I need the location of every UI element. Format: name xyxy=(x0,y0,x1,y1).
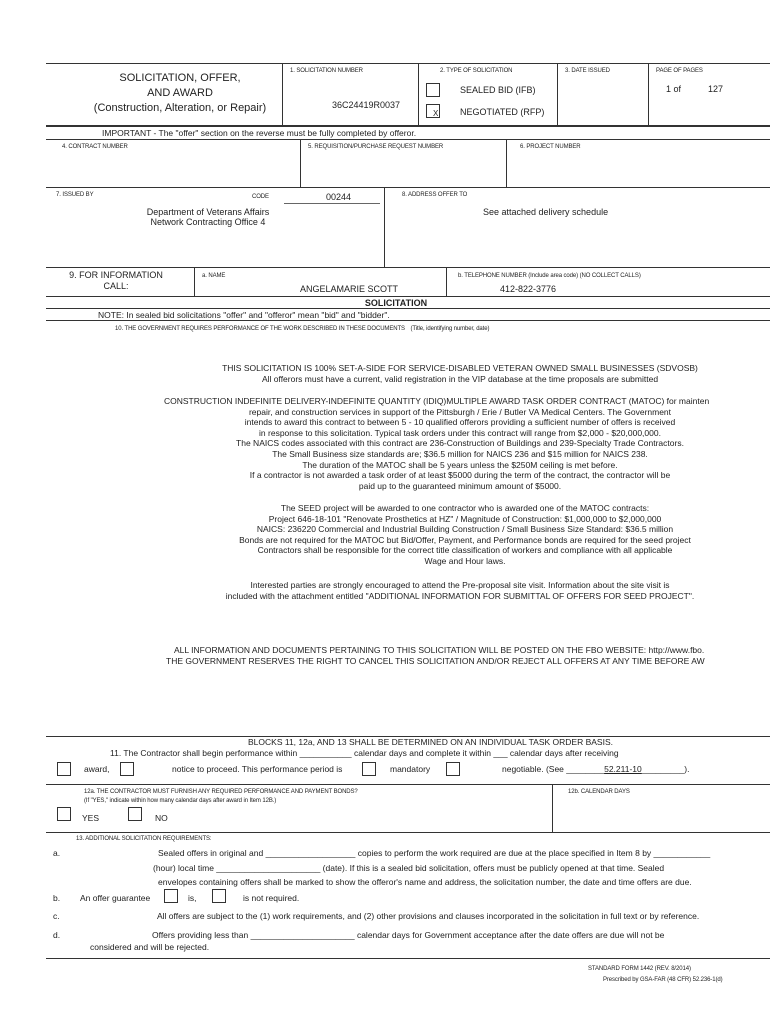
code-underline xyxy=(284,203,380,204)
body-line: THE GOVERNMENT RESERVES THE RIGHT TO CANCEL THIS SOLICITATION AND/OR REJECT ALL OFFERS AT ANY TIME BEFORE AW xyxy=(166,655,705,666)
divider xyxy=(648,63,649,125)
matoc-paragraph xyxy=(160,396,760,491)
site-visit-paragraph xyxy=(180,580,770,601)
form-title-2: AND AWARD xyxy=(147,87,213,99)
divider xyxy=(446,267,447,296)
body-line: intends to award this contract to between 5 - 10 qualified offerors providing a sufficient number of offers is received xyxy=(244,417,676,428)
see-clause-tail: _________). xyxy=(641,764,690,774)
name-label: a. NAME xyxy=(202,273,226,279)
item13d-line1: Offers providing less than ______________________ calendar days for Government acceptance after the date offers are due will not be xyxy=(152,930,665,940)
body-line: The SEED project will be awarded to one contractor who is awarded one of the MATOC contracts: xyxy=(280,503,650,513)
is-not-required-label: is not required. xyxy=(243,893,300,903)
negotiable-label xyxy=(502,764,690,774)
body-line: NAICS: 236220 Commercial and Industrial Building Construction / Small Business Size Standard: $36.5 million xyxy=(256,524,674,535)
item13a-line2: (hour) local time ______________________ (date). If this is a sealed bid solicitation, offers must be publicly opened at that time. Sealed xyxy=(153,863,665,873)
divider xyxy=(552,784,553,832)
rule xyxy=(46,296,770,297)
body-line: THIS SOLICITATION IS 100% SET-A-SIDE FOR SERVICE-DISABLED VETERAN OWNED SMALL BUSINESSES (SDVOSB) xyxy=(222,363,698,373)
body-line: repair, and construction services in support of the Pittsburgh / Erie / Butler VA Medical Centers. The Government xyxy=(248,406,672,417)
divider xyxy=(300,139,301,187)
notice-checkbox[interactable] xyxy=(120,762,134,776)
page-of-pages-label: PAGE OF PAGES xyxy=(656,68,703,74)
fbo-paragraph xyxy=(166,645,770,666)
issued-by-label: 7. ISSUED BY xyxy=(56,192,94,198)
type-of-solicitation-label: 2. TYPE OF SOLICITATION xyxy=(440,68,513,74)
issuer-name: Department of Veterans Affairs xyxy=(146,207,270,217)
offer-guarantee-label: An offer guarantee xyxy=(80,893,151,903)
negotiated-label: NEGOTIATED (RFP) xyxy=(460,107,545,117)
no-label: NO xyxy=(155,813,168,823)
contact-phone: 412-822-3776 xyxy=(500,284,557,294)
item13c-letter: c. xyxy=(53,911,60,921)
mandatory-label: mandatory xyxy=(390,764,431,774)
solicitation-heading: SOLICITATION xyxy=(364,298,428,308)
item10-label xyxy=(115,326,489,332)
body-line: The Small Business size standards are; $36.5 million for NAICS 236 and $15 million for NAICS 238. xyxy=(272,448,648,459)
contact-name: ANGELAMARIE SCOTT xyxy=(300,284,399,294)
form-number: STANDARD FORM 1442 (REV. 8/2014) xyxy=(588,966,691,972)
negotiable-checkbox[interactable] xyxy=(446,762,460,776)
body-line: Bonds are not required for the MATOC but Bid/Offer, Payment, and Performance bonds are required for the seed project xyxy=(239,534,691,545)
body-line: Wage and Hour laws. xyxy=(424,555,506,566)
item11-line: 11. The Contractor shall begin performance within ___________ calendar days and complete it within ___ calendar days after receiving xyxy=(110,748,619,758)
divider xyxy=(557,63,558,125)
info-label-2: CALL: xyxy=(103,281,129,291)
address-offer: See attached delivery schedule xyxy=(483,207,609,217)
solicitation-number-label: 1. SOLICITATION NUMBER xyxy=(290,68,363,74)
body-line: in response to this solicitation. Typical task orders under this contract will range from $2,000 - $20,000,000. xyxy=(259,427,661,438)
form-title-3: (Construction, Alteration, or Repair) xyxy=(93,102,267,114)
rule xyxy=(46,308,770,309)
sealed-bid-checkbox[interactable] xyxy=(426,83,440,97)
rule xyxy=(46,125,770,127)
code-label: CODE xyxy=(252,194,269,200)
rule xyxy=(46,187,770,188)
rule xyxy=(46,267,770,268)
award-label: award, xyxy=(84,764,110,774)
item13b-letter: b. xyxy=(53,893,61,903)
body-line: Interested parties are strongly encouraged to attend the Pre-proposal site visit. Information about the site visit is xyxy=(250,580,670,590)
issuer-code: 00244 xyxy=(326,192,352,202)
contract-number-label: 4. CONTRACT NUMBER xyxy=(62,144,128,150)
rule xyxy=(46,139,770,140)
rule xyxy=(46,784,770,785)
item13a-line3: envelopes containing offers shall be marked to show the offeror's name and address, the solicitation number, the date and time offers are due. xyxy=(158,877,692,887)
prescribed-by: Prescribed by GSA-FAR (48 CFR) 52.236-1(d) xyxy=(603,977,723,983)
item13d-letter: d. xyxy=(53,930,61,940)
is-label: is, xyxy=(188,893,197,903)
rule xyxy=(46,320,770,321)
project-number-label: 6. PROJECT NUMBER xyxy=(520,144,581,150)
guarantee-is-not-checkbox[interactable] xyxy=(212,889,226,903)
bonds-no-checkbox[interactable] xyxy=(128,807,142,821)
issuer-office: Network Contracting Office 4 xyxy=(150,217,266,227)
item13-label: 13. ADDITIONAL SOLICITATION REQUIREMENTS: xyxy=(76,836,212,842)
sealed-bid-note: NOTE: In sealed bid solicitations "offer" and "offeror" mean "bid" and "bidder". xyxy=(98,310,390,320)
mandatory-checkbox[interactable] xyxy=(362,762,376,776)
item13c-text: All offers are subject to the (1) work requirements, and (2) other provisions and clauses incorporated in the solicitation in full text or by reference. xyxy=(157,911,700,921)
item10-text: 10. THE GOVERNMENT REQUIRES PERFORMANCE OF THE WORK DESCRIBED IN THESE DOCUMENTS xyxy=(115,326,405,332)
rule xyxy=(46,832,770,833)
form-title-1: SOLICITATION, OFFER, xyxy=(119,72,241,84)
seed-project-paragraph xyxy=(180,503,750,567)
body-line: The NAICS codes associated with this contract are 236-Construction of Buildings and 239-Specialty Trade Contractors. xyxy=(236,438,684,449)
body-line: If a contractor is not awarded a task order of at least $5000 during the term of the contract, the contractor will be xyxy=(249,470,671,481)
body-line: Project 646-18-101 "Renovate Prosthetics at HZ" / Magnitude of Construction: $1,000,000 to $2,000,000 xyxy=(268,513,662,524)
body-line: All offerors must have a current, valid registration in the VIP database at the time proposals are submitted xyxy=(261,373,659,384)
body-line: paid up to the guaranteed minimum amount of $5000. xyxy=(358,480,562,491)
page-count: 127 xyxy=(708,84,724,94)
top-rule xyxy=(46,63,770,64)
body-line: ALL INFORMATION AND DOCUMENTS PERTAINING TO THIS SOLICITATION WILL BE POSTED ON THE FBO WEBSITE: http://www.fbo. xyxy=(174,645,705,655)
divider xyxy=(384,187,385,267)
yes-label: YES xyxy=(82,813,100,823)
body-line: The duration of the MATOC shall be 5 years unless the $250M ceiling is met before. xyxy=(302,459,618,470)
date-issued-label: 3. DATE ISSUED xyxy=(565,68,610,74)
important-notice: IMPORTANT - The "offer" section on the reverse must be fully completed by offeror. xyxy=(102,128,417,138)
blocks-determined: BLOCKS 11, 12a, AND 13 SHALL BE DETERMINED ON AN INDIVIDUAL TASK ORDER BASIS. xyxy=(248,737,613,747)
award-checkbox[interactable] xyxy=(57,762,71,776)
set-aside-paragraph xyxy=(170,363,750,384)
item12a-label: 12a. THE CONTRACTOR MUST FURNISH ANY REQUIRED PERFORMANCE AND PAYMENT BONDS? xyxy=(84,789,358,795)
requisition-label: 5. REQUISITION/PURCHASE REQUEST NUMBER xyxy=(308,144,444,150)
telephone-label: b. TELEPHONE NUMBER (Include area code) (NO COLLECT CALLS) xyxy=(458,273,641,279)
sealed-bid-label: SEALED BID (IFB) xyxy=(460,85,536,95)
solicitation-number: 36C24419R0037 xyxy=(332,100,401,110)
body-line: Contractors shall be responsible for the correct title classification of workers and compliance with all applicable xyxy=(257,545,673,556)
see-clause: 52.211-10 xyxy=(604,764,642,774)
bonds-yes-checkbox[interactable] xyxy=(57,807,71,821)
item12a-sub: (If "YES," indicate within how many calendar days after award in Item 12B.) xyxy=(84,798,277,804)
guarantee-is-checkbox[interactable] xyxy=(164,889,178,903)
divider xyxy=(506,139,507,187)
page-number: 1 of xyxy=(666,84,682,94)
notice-label: notice to proceed. This performance period is xyxy=(172,764,343,774)
item13d-line2: considered and will be rejected. xyxy=(90,942,210,952)
item13a-letter: a. xyxy=(53,848,61,858)
item12b-label: 12b. CALENDAR DAYS xyxy=(568,789,630,795)
divider xyxy=(418,63,419,125)
body-line: included with the attachment entitled "ADDITIONAL INFORMATION FOR SUBMITTAL OF OFFERS FOR SEED PROJECT". xyxy=(225,590,695,601)
info-label-1: 9. FOR INFORMATION xyxy=(69,270,163,280)
rule xyxy=(46,958,770,959)
address-offer-label: 8. ADDRESS OFFER TO xyxy=(402,192,468,198)
body-line: CONSTRUCTION INDEFINITE DELIVERY-INDEFINITE QUANTITY (IDIQ)MULTIPLE AWARD TASK ORDER CONTRACT (MATOC) for mainten xyxy=(164,396,710,406)
item10-sub: (Title, identifying number, date) xyxy=(410,326,490,332)
item13a-line1: Sealed offers in original and ___________________ copies to perform the work required are due at the place specified in Item 8 by ____________ xyxy=(158,848,711,858)
divider xyxy=(194,267,195,296)
negotiated-check-mark: X xyxy=(433,109,439,118)
negotiable-text: negotiable. (See ________ xyxy=(502,764,605,774)
